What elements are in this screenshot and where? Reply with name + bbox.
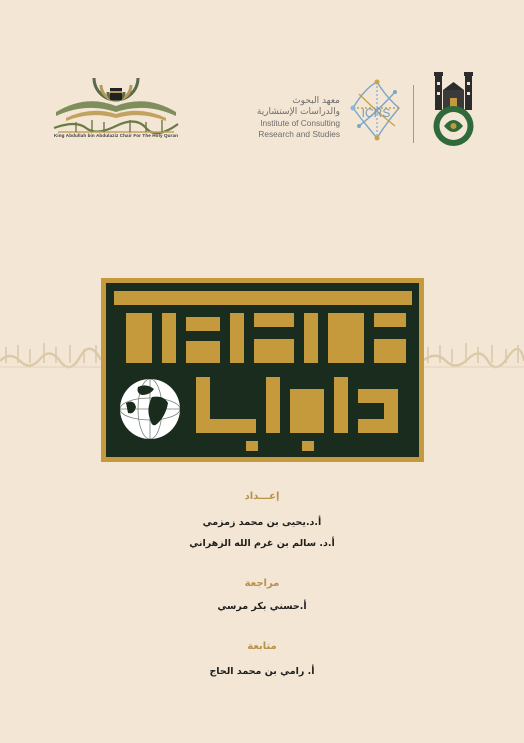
chair-caption: King Abdullah bin Abdulaziz Chair For The Holy Quran [53, 133, 179, 138]
institute-name-ar-2: والدراسات الإستشارية [256, 107, 340, 117]
institute-name-en-1: Institute of Consulting [260, 118, 340, 128]
calligraphy-band-left [0, 333, 101, 375]
header-divider [413, 85, 414, 143]
icrs-logo-text: ICRS [361, 106, 391, 120]
title-artwork [106, 283, 419, 457]
calligraphy-band-right [424, 333, 524, 375]
icrs-logo [343, 78, 409, 142]
follower: أ. رامي بن محمد الحاج [209, 666, 315, 677]
prepared-by-heading: إعـــداد [244, 491, 280, 502]
author-1: أ.د.يحيى بن محمد زمزمي [202, 517, 322, 528]
institute-name-ar-1: معهد البحوث [292, 96, 340, 106]
title-inner [106, 283, 419, 457]
reviewer: أ.حسني بكر مرسي [217, 601, 307, 612]
author-2: أ.د. سالم بن غرم الله الزهراني [189, 538, 335, 549]
title-block [101, 278, 424, 462]
institute-name [250, 96, 340, 139]
institute-name-en-2: Research and Studies [258, 128, 340, 139]
follow-up-heading: متابعة [247, 641, 277, 652]
review-heading: مراجعة [244, 578, 280, 589]
university-logo [426, 70, 481, 150]
